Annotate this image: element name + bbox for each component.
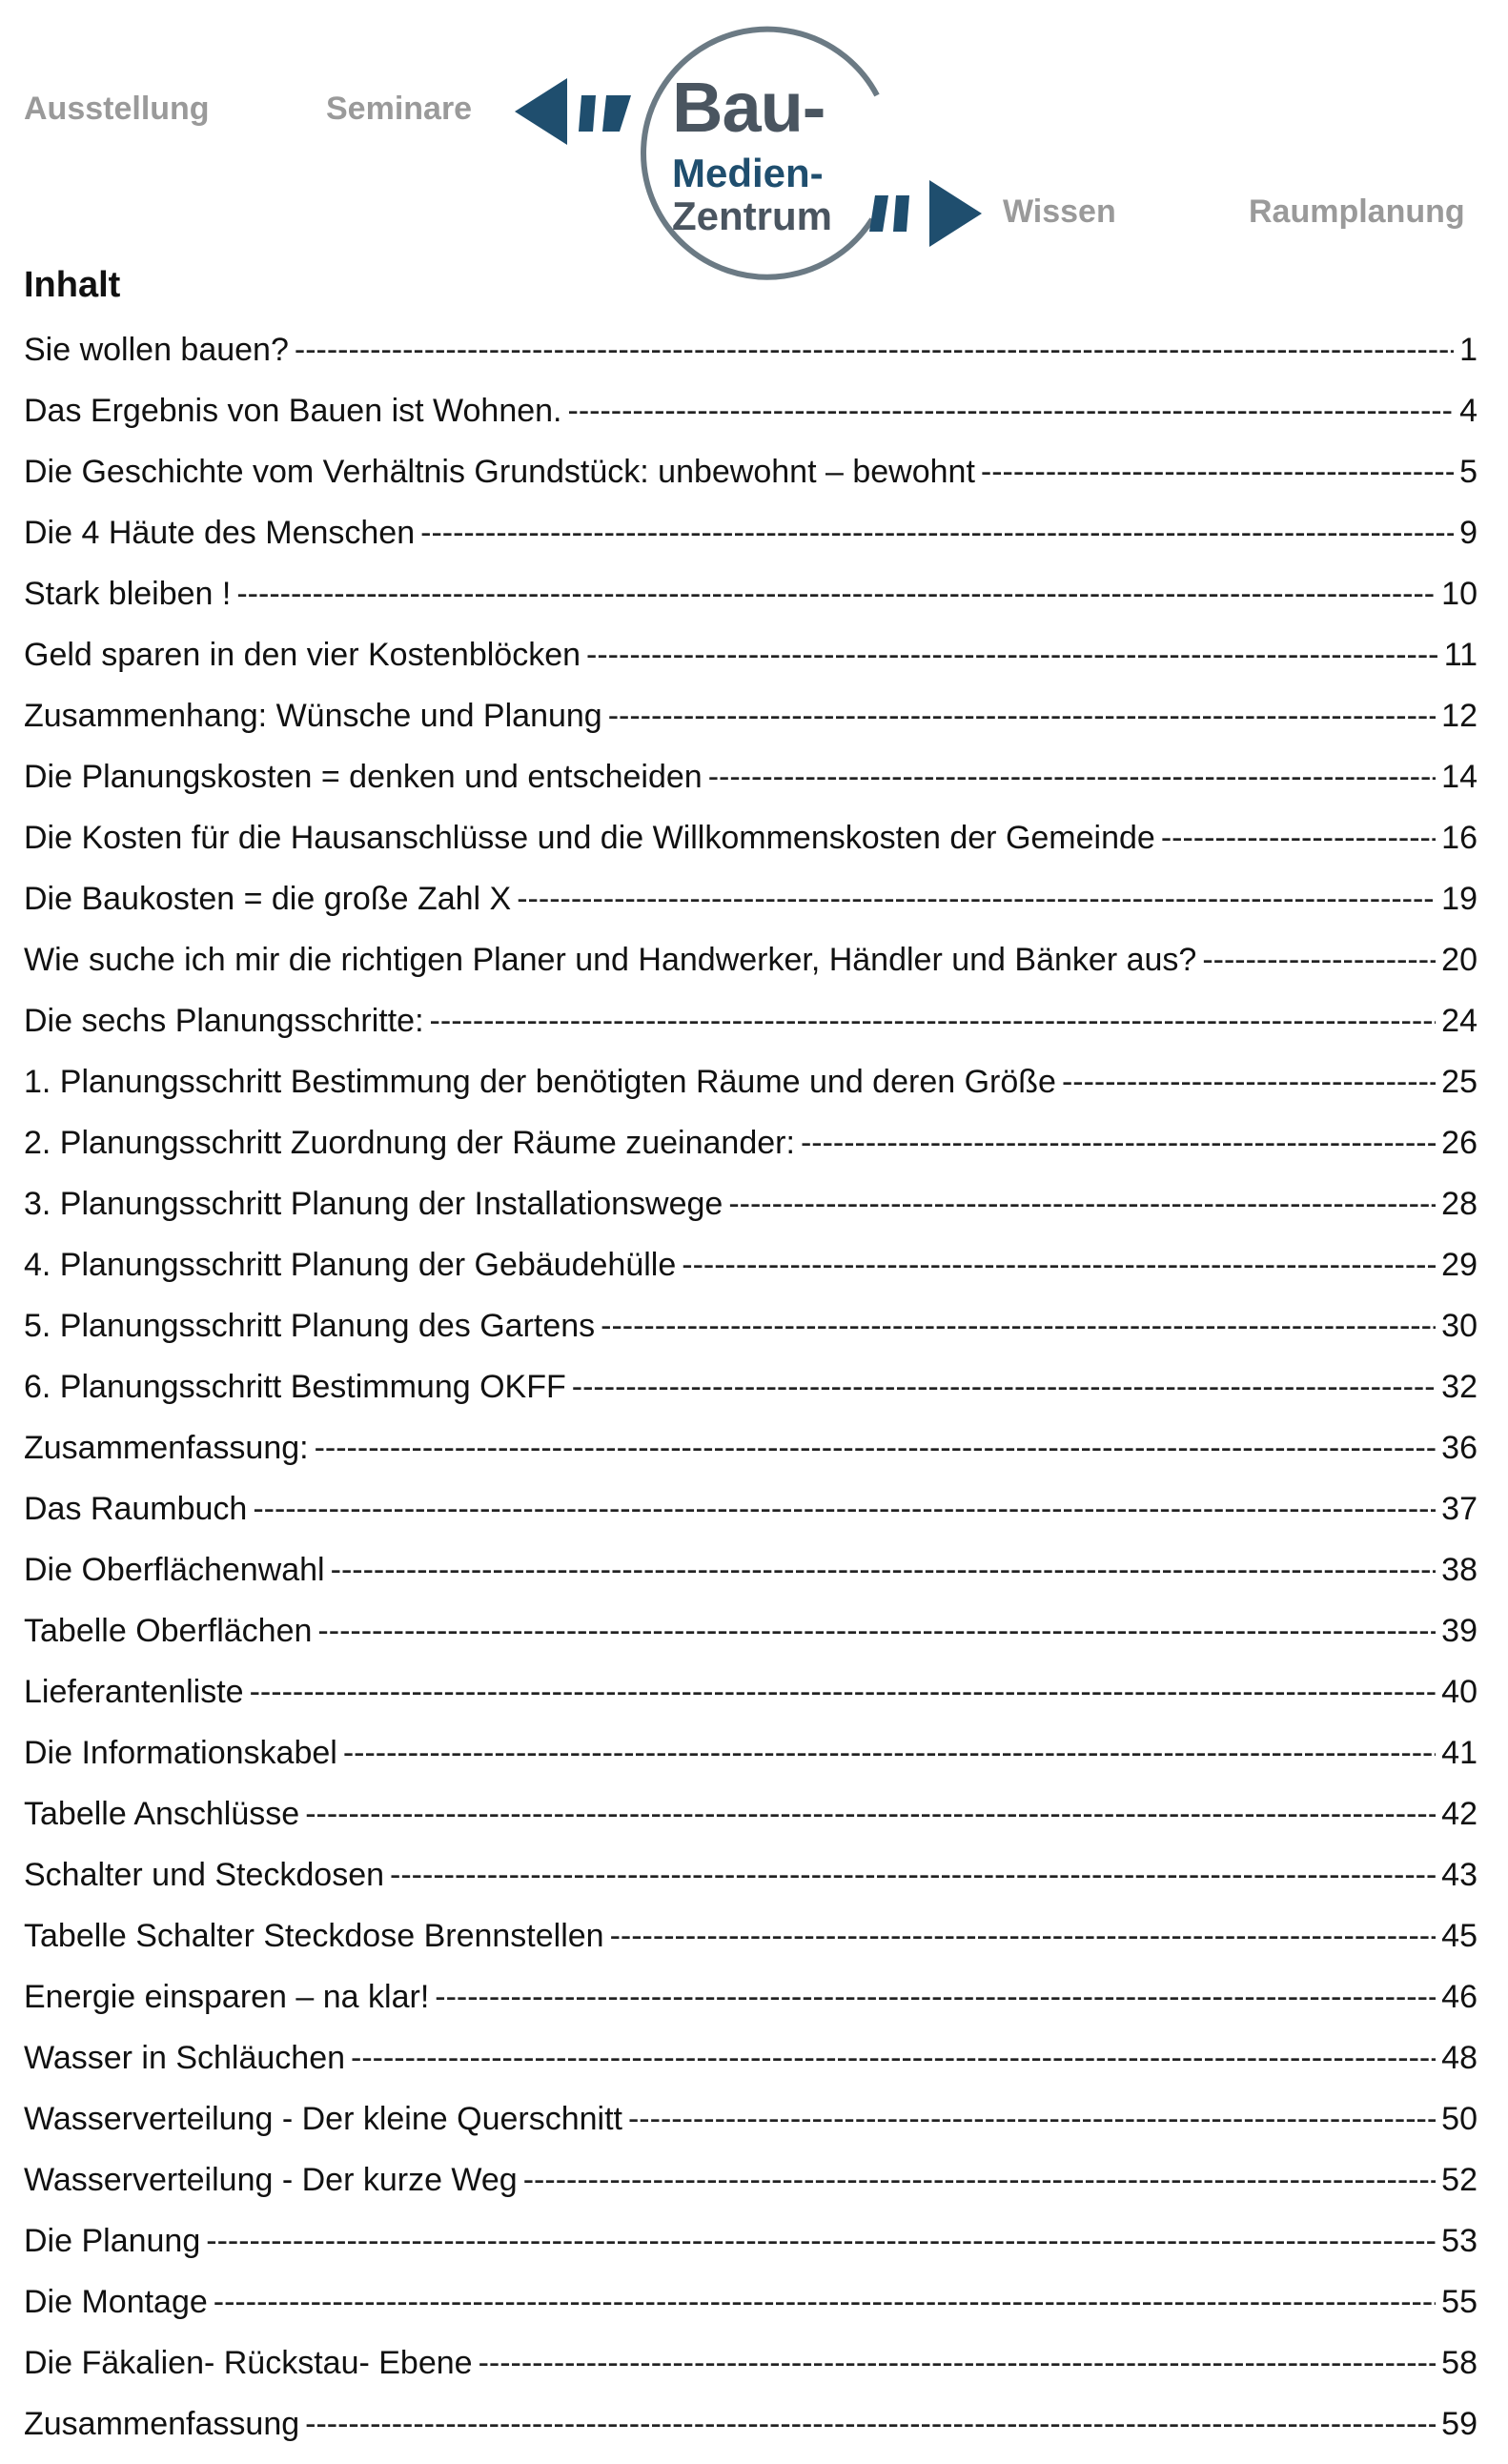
toc-entry-title: Stark bleiben ! <box>24 576 232 612</box>
toc-entry[interactable] <box>24 1671 1477 1732</box>
toc-leader <box>253 1488 1436 1530</box>
toc-entry-page: 41 <box>1441 1735 1477 1771</box>
toc-entry-page: 24 <box>1441 1003 1477 1039</box>
toc-entry-title: Die 4 Häute des Menschen <box>24 515 416 551</box>
toc-entry[interactable] <box>24 939 1477 1000</box>
toc-entry[interactable] <box>24 2098 1477 2159</box>
toc-entry[interactable] <box>24 878 1477 939</box>
toc-entry-page: 39 <box>1441 1613 1477 1649</box>
toc-leader <box>305 2403 1436 2445</box>
toc-entry-title: Die Geschichte vom Verhältnis Grundstück: unbewohnt – bewohnt <box>24 454 975 490</box>
toc-entry-title: Das Ergebnis von Bauen ist Wohnen. <box>24 393 562 429</box>
toc-entry[interactable] <box>24 695 1477 756</box>
toc-entry[interactable] <box>24 1793 1477 1854</box>
toc-entry-title: Wie suche ich mir die richtigen Planer und Handwerker, Händler und Bänker aus? <box>24 942 1197 978</box>
toc-entry[interactable] <box>24 817 1477 878</box>
toc-entry-page: 29 <box>1441 1247 1477 1283</box>
toc-entry-page: 10 <box>1441 576 1477 612</box>
toc-entry[interactable] <box>24 1915 1477 1976</box>
toc-leader <box>236 573 1436 615</box>
toc-entry-title: 1. Planungsschritt Bestimmung der benötigten Räume und deren Größe <box>24 1064 1056 1100</box>
toc-entry[interactable] <box>24 390 1477 451</box>
toc-entry[interactable] <box>24 2037 1477 2098</box>
toc-entry[interactable] <box>24 1305 1477 1366</box>
toc-entry[interactable] <box>24 2159 1477 2220</box>
logo-word-medien: Medien- <box>672 151 824 195</box>
toc-entry-page: 20 <box>1441 942 1477 978</box>
toc-entry[interactable] <box>24 1000 1477 1061</box>
toc-entry[interactable] <box>24 451 1477 512</box>
toc-leader <box>523 2159 1436 2201</box>
toc-entry-page: 58 <box>1441 2345 1477 2381</box>
toc-entry[interactable] <box>24 1549 1477 1610</box>
toc-leader <box>206 2220 1436 2262</box>
toc-entry[interactable] <box>24 1122 1477 1183</box>
toc-entry[interactable] <box>24 512 1477 573</box>
toc-entry-title: Wasser in Schläuchen <box>24 2040 346 2076</box>
toc-leader <box>1062 1061 1436 1103</box>
toc-entry-title: 6. Planungsschritt Bestimmung OKFF <box>24 1369 566 1405</box>
toc-entry-page: 32 <box>1441 1369 1477 1405</box>
toc-entry-page: 38 <box>1441 1552 1477 1588</box>
toc-entry-title: 4. Planungsschritt Planung der Gebäudehülle <box>24 1247 677 1283</box>
toc-entry[interactable] <box>24 756 1477 817</box>
toc-entry-title: Die Baukosten = die große Zahl X <box>24 881 512 917</box>
toc-entry-page: 52 <box>1441 2162 1477 2198</box>
toc-entry[interactable] <box>24 1488 1477 1549</box>
toc-leader <box>601 1305 1436 1347</box>
toc-entry[interactable] <box>24 2403 1477 2464</box>
toc-leader <box>728 1183 1436 1225</box>
toc-entry-page: 55 <box>1441 2284 1477 2320</box>
toc-entry[interactable] <box>24 1183 1477 1244</box>
toc-leader <box>1202 939 1436 981</box>
toc-entry-title: Wasserverteilung - Der kurze Weg <box>24 2162 518 2198</box>
page-header <box>0 0 1508 286</box>
toc-entry[interactable] <box>24 329 1477 390</box>
toc-entry-page: 26 <box>1441 1125 1477 1161</box>
nav-wissen[interactable]: Wissen <box>1003 193 1116 230</box>
toc-entry-page: 36 <box>1441 1430 1477 1466</box>
toc-entry-title: Die Fäkalien- Rückstau- Ebene <box>24 2345 473 2381</box>
toc-leader <box>682 1244 1436 1286</box>
toc-entry-title: Schalter und Steckdosen <box>24 1857 385 1893</box>
toc-entry[interactable] <box>24 634 1477 695</box>
toc-leader <box>801 1122 1436 1164</box>
page-title: Inhalt <box>24 265 121 305</box>
toc-leader <box>628 2098 1436 2140</box>
toc-entry[interactable] <box>24 2342 1477 2403</box>
toc-leader <box>1161 817 1436 859</box>
toc-entry-title: 3. Planungsschritt Planung der Installationswege <box>24 1186 723 1222</box>
toc-entry-page: 25 <box>1441 1064 1477 1100</box>
toc-entry-title: Die Oberflächenwahl <box>24 1552 325 1588</box>
toc-entry[interactable] <box>24 1366 1477 1427</box>
toc-entry-page: 59 <box>1441 2406 1477 2442</box>
toc-entry[interactable] <box>24 1976 1477 2037</box>
toc-entry[interactable] <box>24 1610 1477 1671</box>
toc-entry-title: Die sechs Planungsschritte: <box>24 1003 424 1039</box>
toc-entry[interactable] <box>24 573 1477 634</box>
toc-entry-title: Zusammenfassung <box>24 2406 300 2442</box>
toc-entry-title: Die Planungskosten = denken und entscheiden <box>24 759 703 795</box>
toc-leader <box>708 756 1436 798</box>
toc-entry-title: Die Informationskabel <box>24 1735 337 1771</box>
nav-raumplanung[interactable]: Raumplanung <box>1249 193 1465 230</box>
toc-entry-page: 48 <box>1441 2040 1477 2076</box>
toc-entry[interactable] <box>24 1427 1477 1488</box>
toc-entry-page: 14 <box>1441 759 1477 795</box>
toc-entry[interactable] <box>24 1854 1477 1915</box>
toc-entry-title: Das Raumbuch <box>24 1491 248 1527</box>
toc-entry-page: 42 <box>1441 1796 1477 1832</box>
toc-leader <box>317 1610 1436 1652</box>
toc-leader <box>315 1427 1437 1469</box>
toc-entry-page: 16 <box>1441 820 1477 856</box>
toc-leader <box>420 512 1454 554</box>
toc-entry-title: Zusammenhang: Wünsche und Planung <box>24 698 602 734</box>
toc-entry-page: 46 <box>1441 1979 1477 2015</box>
toc-entry-title: Tabelle Oberflächen <box>24 1613 313 1649</box>
toc-entry-page: 37 <box>1441 1491 1477 1527</box>
toc-entry-page: 1 <box>1459 332 1477 368</box>
toc-leader <box>981 451 1454 493</box>
toc-entry-title: Zusammenfassung: <box>24 1430 309 1466</box>
toc-entry-page: 43 <box>1441 1857 1477 1893</box>
toc-entry-page: 9 <box>1459 515 1477 551</box>
toc-entry-title: Energie einsparen – na klar! <box>24 1979 430 2015</box>
toc-entry-page: 28 <box>1441 1186 1477 1222</box>
nav-ausstellung[interactable]: Ausstellung <box>24 91 210 127</box>
toc-entry[interactable] <box>24 2281 1477 2342</box>
bau-medien-zentrum-logo <box>515 19 1010 305</box>
toc-leader <box>390 1854 1436 1896</box>
toc-entry-title: 2. Planungsschritt Zuordnung der Räume zueinander: <box>24 1125 795 1161</box>
toc-leader <box>608 695 1436 737</box>
toc-entry-page: 5 <box>1459 454 1477 490</box>
toc-entry-title: Sie wollen bauen? <box>24 332 289 368</box>
nav-seminare[interactable]: Seminare <box>326 91 473 127</box>
toc-entry-title: Die Montage <box>24 2284 208 2320</box>
toc-entry-title: Wasserverteilung - Der kleine Querschnitt <box>24 2101 622 2137</box>
toc-leader <box>305 1793 1436 1835</box>
toc-entry-title: Die Kosten für die Hausanschlüsse und die Willkommenskosten der Gemeinde <box>24 820 1155 856</box>
toc-leader <box>479 2342 1437 2384</box>
toc-entry-title: 5. Planungsschritt Planung des Gartens <box>24 1308 596 1344</box>
toc-leader <box>250 1671 1437 1713</box>
toc-leader <box>331 1549 1437 1591</box>
toc-leader <box>351 2037 1436 2079</box>
toc-entry[interactable] <box>24 2220 1477 2281</box>
toc-leader <box>586 634 1438 676</box>
toc-entry-page: 53 <box>1441 2223 1477 2259</box>
toc-entry-page: 4 <box>1459 393 1477 429</box>
toc-entry-page: 19 <box>1441 881 1477 917</box>
toc-entry-page: 45 <box>1441 1918 1477 1954</box>
toc-leader <box>343 1732 1436 1774</box>
toc-leader <box>610 1915 1437 1957</box>
toc-entry-title: Tabelle Anschlüsse <box>24 1796 300 1832</box>
toc-entry-title: Tabelle Schalter Steckdose Brennstellen <box>24 1918 604 1954</box>
toc-leader <box>430 1000 1437 1042</box>
toc-entry-page: 11 <box>1443 637 1477 673</box>
toc-entry[interactable] <box>24 1732 1477 1793</box>
logo-word-bau: Bau- <box>672 68 825 147</box>
toc-entry-title: Geld sparen in den vier Kostenblöcken <box>24 637 581 673</box>
toc-entry[interactable] <box>24 1244 1477 1305</box>
toc-entry-page: 40 <box>1441 1674 1477 1710</box>
toc-entry[interactable] <box>24 1061 1477 1122</box>
toc-entry-page: 30 <box>1441 1308 1477 1344</box>
toc-leader <box>435 1976 1436 2018</box>
toc-leader <box>572 1366 1436 1408</box>
toc-leader <box>517 878 1436 920</box>
toc-leader <box>568 390 1455 432</box>
toc-entry-page: 50 <box>1441 2101 1477 2137</box>
logo-word-zentrum: Zentrum <box>672 193 832 238</box>
toc-leader <box>295 329 1454 371</box>
toc-leader <box>214 2281 1436 2323</box>
toc-entry-title: Die Planung <box>24 2223 201 2259</box>
table-of-contents <box>24 329 1477 2464</box>
toc-entry-title: Lieferantenliste <box>24 1674 244 1710</box>
toc-entry-page: 12 <box>1441 698 1477 734</box>
